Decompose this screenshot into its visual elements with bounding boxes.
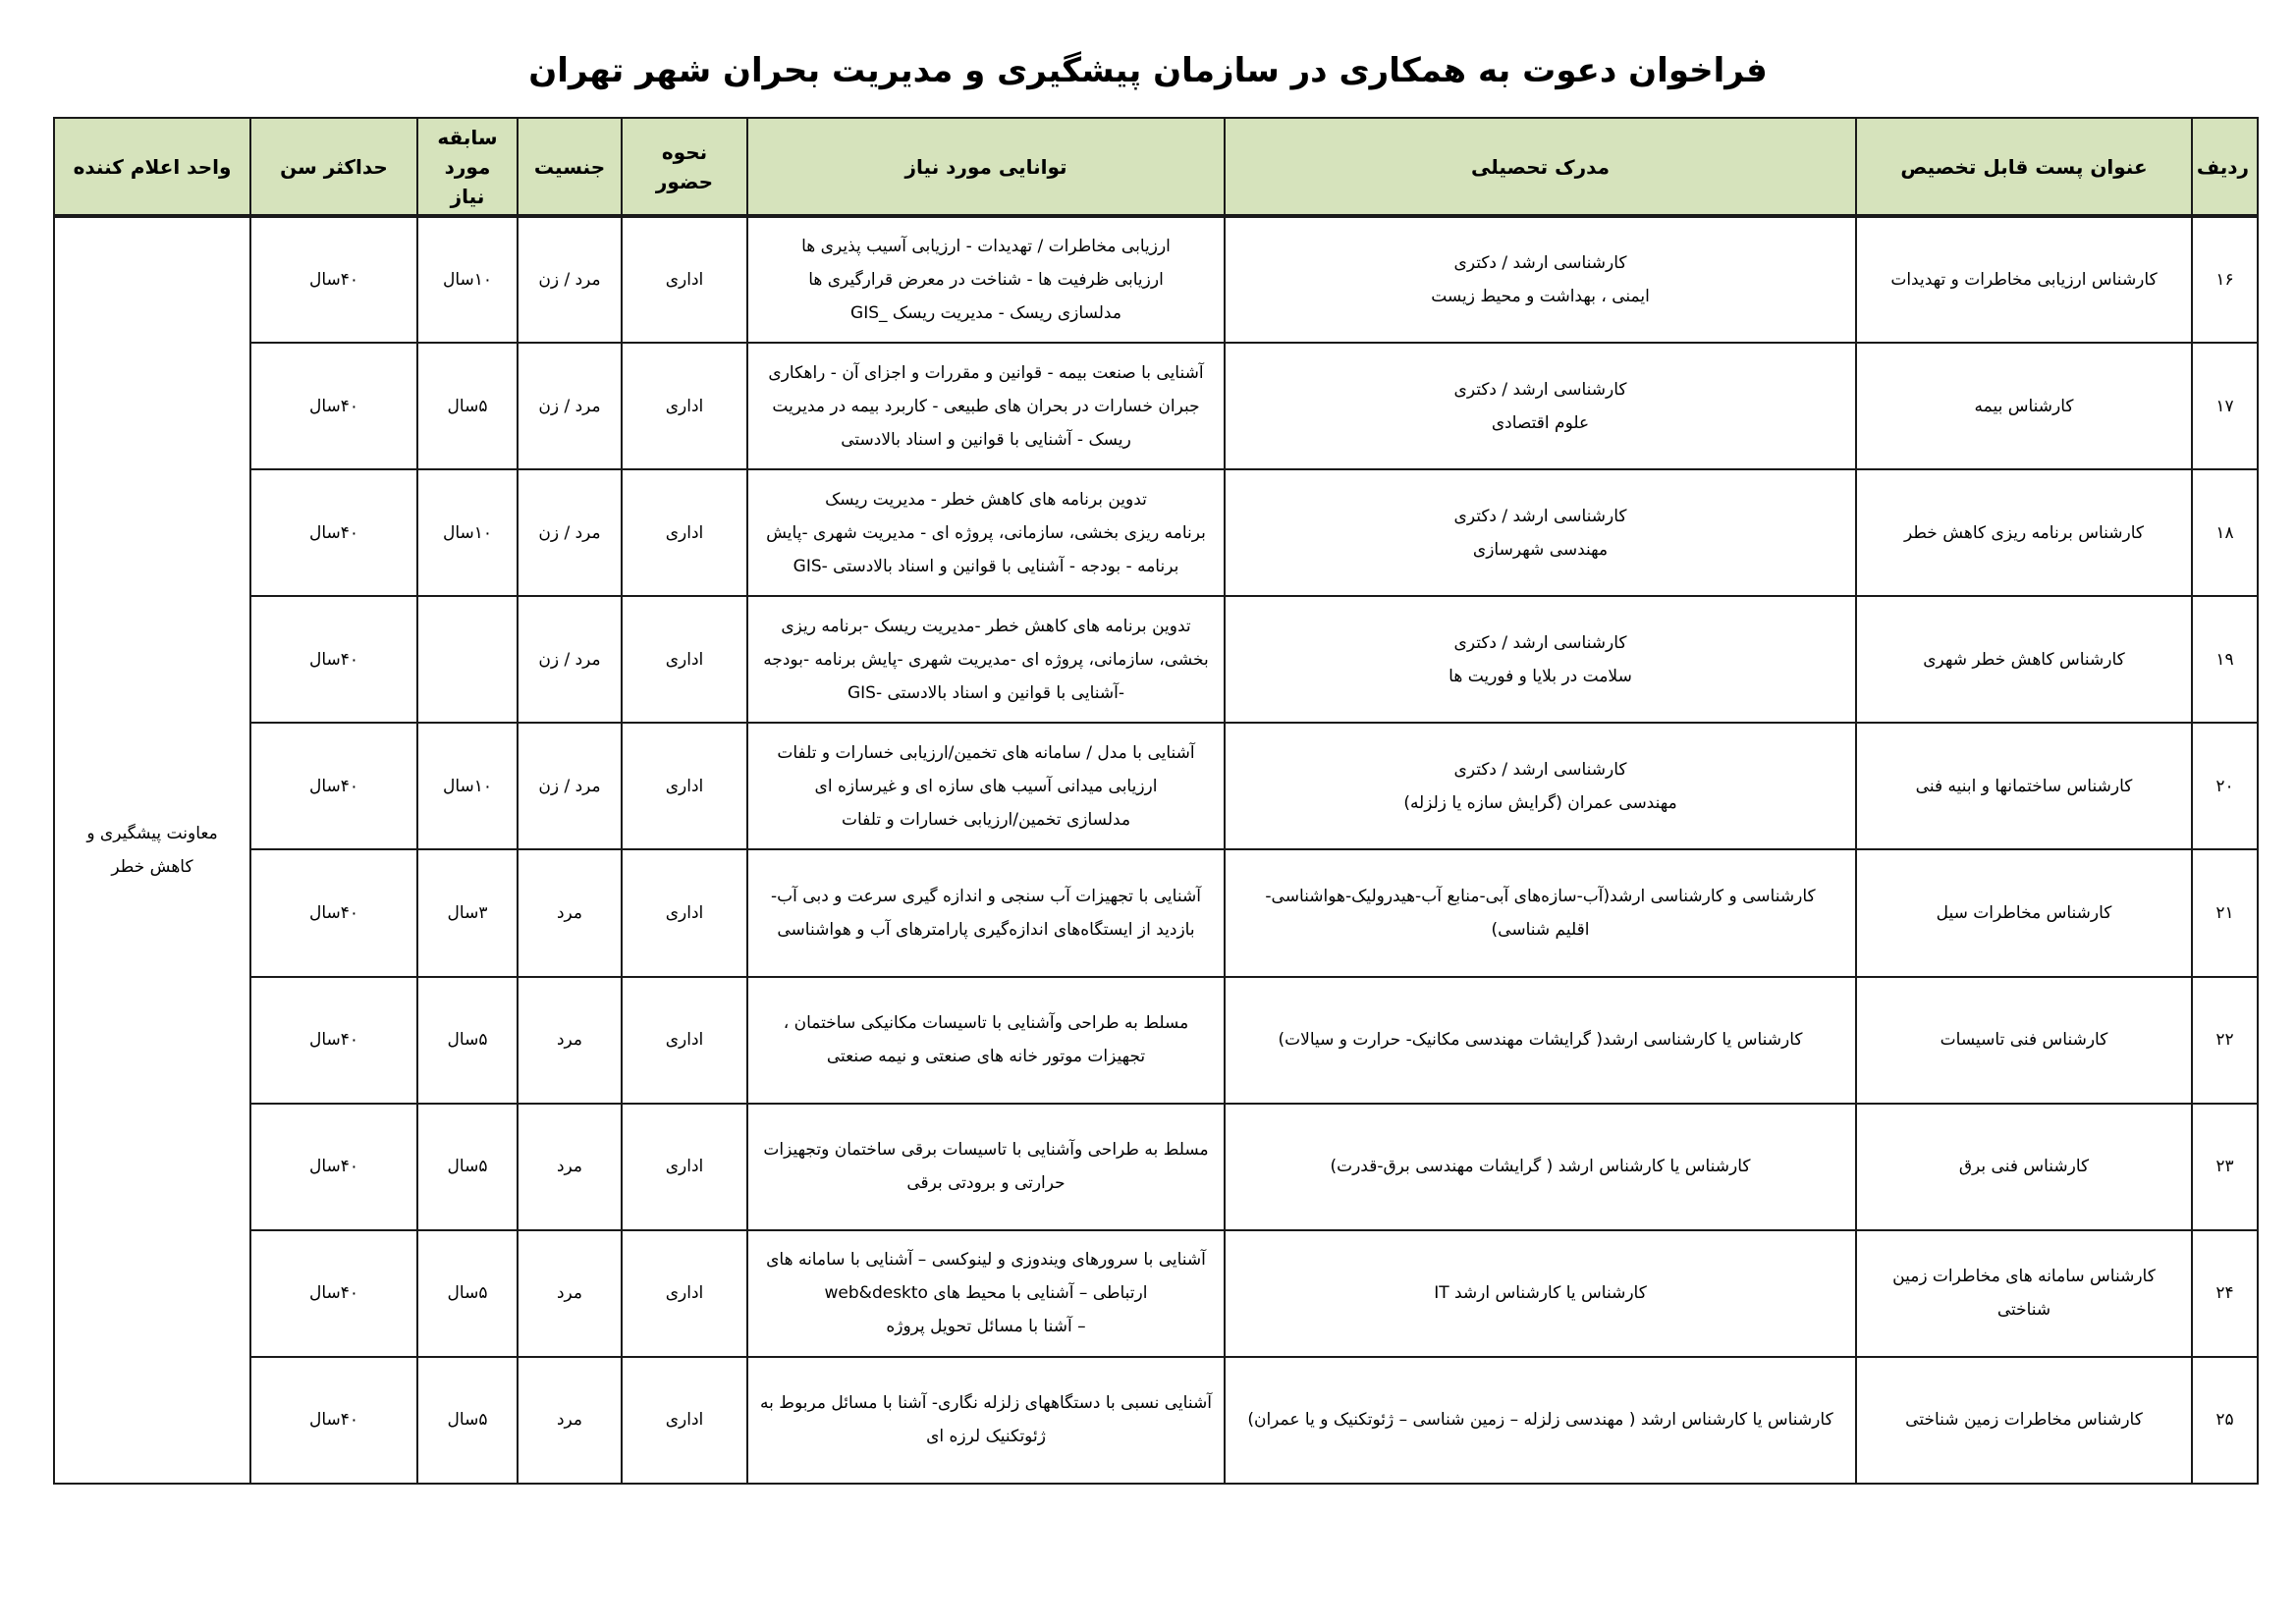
max-age: ۴۰سال: [250, 723, 417, 849]
position-title: کارشناس سامانه های مخاطرات زمین شناختی: [1856, 1230, 2192, 1357]
degree-line: کارشناسی ارشد / دکتری: [1453, 632, 1627, 653]
experience: ۵سال: [417, 1104, 518, 1230]
attendance: اداری: [622, 1104, 747, 1230]
degree-line: کارشناسی و کارشناسی ارشد(آب-سازه‌های آبی-منابع آب-هیدرولیک-هواشناسی-: [1265, 887, 1816, 907]
gender: مرد: [518, 1104, 622, 1230]
position-title: کارشناس فنی تاسیسات: [1856, 977, 2192, 1104]
attendance: اداری: [622, 469, 747, 596]
row-number: ۲۲: [2192, 977, 2258, 1104]
gender: مرد: [518, 1230, 622, 1357]
table-row: [54, 469, 2258, 596]
position-title: کارشناس ساختمانها و ابنیه فنی: [1856, 723, 2192, 849]
header-attendance: نحوه حضور: [622, 118, 747, 216]
experience: ۳سال: [417, 849, 518, 976]
abilities-line: -آشنایی با قوانین و اسناد بالادستی -GIS: [847, 682, 1124, 703]
degree: [1225, 849, 1856, 976]
table-row: [54, 723, 2258, 849]
max-age: ۴۰سال: [250, 1104, 417, 1230]
abilities-line: مسلط به طراحی وآشنایی با تاسیسات مکانیکی ساختمان ،: [783, 1013, 1189, 1034]
abilities-line: بازدید از ایستگاه‌های اندازه‌گیری پارامترهای آب و هواشناسی: [777, 920, 1195, 941]
position-title: کارشناس کاهش خطر شهری: [1856, 596, 2192, 723]
attendance: اداری: [622, 596, 747, 723]
max-age: ۴۰سال: [250, 977, 417, 1104]
table-row: [54, 1357, 2258, 1484]
attendance: اداری: [622, 723, 747, 849]
row-number: ۲۵: [2192, 1357, 2258, 1484]
gender: مرد: [518, 849, 622, 976]
position-title: کارشناس مخاطرات سیل: [1856, 849, 2192, 976]
degree: [1225, 723, 1856, 849]
abilities: [747, 343, 1225, 469]
abilities-line: ارتباطی – آشنایی با محیط های web&deskto: [824, 1283, 1148, 1304]
max-age: ۴۰سال: [250, 849, 417, 976]
abilities-line: آشنایی با تجهیزات آب سنجی و اندازه گیری سرعت و دبی آب-: [771, 887, 1201, 907]
degree-line: ایمنی ، بهداشت و محیط زیست: [1431, 287, 1650, 307]
degree-line: علوم اقتصادی: [1491, 412, 1590, 433]
table-row: [54, 343, 2258, 469]
attendance: اداری: [622, 977, 747, 1104]
abilities: [747, 849, 1225, 976]
gender: مرد / زن: [518, 216, 622, 343]
gender: مرد: [518, 977, 622, 1104]
experience: ۱۰سال: [417, 469, 518, 596]
table-row: [54, 216, 2258, 343]
degree: [1225, 469, 1856, 596]
gender: مرد / زن: [518, 596, 622, 723]
abilities-line: مدلسازی ریسک - مدیریت ریسک _GIS: [850, 303, 1121, 324]
attendance: اداری: [622, 849, 747, 976]
row-number: ۱۹: [2192, 596, 2258, 723]
position-title: کارشناس فنی برق: [1856, 1104, 2192, 1230]
max-age: ۴۰سال: [250, 1357, 417, 1484]
experience: ۵سال: [417, 1357, 518, 1484]
degree-line: کارشناس یا کارشناسی ارشد( گرایشات مهندسی مکانیک- حرارت و سیالات): [1278, 1030, 1803, 1051]
abilities-line: تدوین برنامه های کاهش خطر -مدیریت ریسک -برنامه ریزی: [781, 616, 1191, 636]
experience: ۵سال: [417, 343, 518, 469]
gender: مرد / زن: [518, 343, 622, 469]
announcing-unit: معاونت پیشگیری و کاهش خطر: [54, 216, 250, 1484]
row-number: ۱۷: [2192, 343, 2258, 469]
abilities-line: تدوین برنامه های کاهش خطر - مدیریت ریسک: [825, 489, 1147, 510]
abilities: [747, 216, 1225, 343]
degree: [1225, 977, 1856, 1104]
degree: [1225, 216, 1856, 343]
abilities-line: مدلسازی تخمین/ارزیابی خسارات و تلفات: [841, 809, 1131, 830]
abilities-line: تجهیزات موتور خانه های صنعتی و نیمه صنعتی: [826, 1047, 1146, 1067]
degree-line: کارشناس یا کارشناس ارشد ( گرایشات مهندسی برق-قدرت): [1330, 1157, 1751, 1177]
abilities-line: مسلط به طراحی وآشنایی با تاسیسات برقی ساختمان وتجهیزات: [763, 1140, 1209, 1161]
degree-line: کارشناسی ارشد / دکتری: [1453, 759, 1627, 780]
header-position: عنوان پست قابل تخصیص: [1856, 118, 2192, 216]
table-row: [54, 1104, 2258, 1230]
header-max-age: حداکثر سن: [250, 118, 417, 216]
max-age: ۴۰سال: [250, 343, 417, 469]
abilities: [747, 723, 1225, 849]
abilities-line: ارزیابی مخاطرات / تهدیدات - ارزیابی آسیب پذیری ها: [801, 237, 1171, 257]
position-title: کارشناس برنامه ریزی کاهش خطر: [1856, 469, 2192, 596]
gender: مرد / زن: [518, 469, 622, 596]
degree-line: کارشناس یا کارشناس ارشد IT: [1434, 1283, 1647, 1304]
abilities-line: آشنایی با سرورهای ویندوزی و لینوکسی – آشنایی با سامانه های: [766, 1250, 1206, 1271]
experience: ۵سال: [417, 1230, 518, 1357]
header-experience: سابقه مورد نیاز: [417, 118, 518, 216]
abilities: [747, 1357, 1225, 1484]
gender: مرد: [518, 1357, 622, 1484]
degree-line: سلامت در بلایا و فوریت ها: [1449, 666, 1632, 686]
abilities-line: ارزیابی ظرفیت ها - شناخت در معرض قرارگیری ها: [808, 270, 1164, 291]
abilities-line: – آشنا با مسائل تحویل پروژه: [886, 1317, 1086, 1337]
header-unit: واحد اعلام کننده: [54, 118, 250, 216]
degree: [1225, 596, 1856, 723]
header-row: [54, 118, 2258, 216]
header-gender: جنسیت: [518, 118, 622, 216]
degree: [1225, 1230, 1856, 1357]
abilities-line: جبران خسارات در بحران های طبیعی - کاربرد بیمه در مدیریت: [772, 396, 1200, 416]
header-abilities: توانایی مورد نیاز: [747, 118, 1225, 216]
position-title: کارشناس مخاطرات زمین شناختی: [1856, 1357, 2192, 1484]
table-row: [54, 849, 2258, 976]
degree-line: مهندسی عمران (گرایش سازه یا زلزله): [1403, 792, 1677, 813]
max-age: ۴۰سال: [250, 596, 417, 723]
page-title: فراخوان دعوت به همکاری در سازمان پیشگیری و مدیریت بحران شهر تهران: [528, 51, 1768, 90]
row-number: ۲۰: [2192, 723, 2258, 849]
abilities-line: بخشی، سازمانی، پروژه ای -مدیریت شهری -پایش برنامه -بودجه: [763, 649, 1209, 670]
row-number: ۲۱: [2192, 849, 2258, 976]
header-degree: مدرک تحصیلی: [1225, 118, 1856, 216]
abilities-line: ریسک - آشنایی با قوانین و اسناد بالادستی: [841, 429, 1131, 450]
abilities-line: ژئوتکنیک لرزه ای: [926, 1427, 1046, 1447]
degree-line: اقلیم شناسی): [1491, 920, 1590, 941]
experience: ۵سال: [417, 977, 518, 1104]
abilities-line: برنامه ریزی بخشی، سازمانی، پروژه ای - مدیریت شهری -پایش: [766, 522, 1206, 543]
degree-line: مهندسی شهرسازی: [1472, 539, 1609, 560]
degree: [1225, 1104, 1856, 1230]
experience: ۱۰سال: [417, 723, 518, 849]
row-number: ۱۸: [2192, 469, 2258, 596]
position-title: کارشناس بیمه: [1856, 343, 2192, 469]
abilities-line: حرارتی و برودتی برقی: [906, 1173, 1066, 1194]
experience: [417, 596, 518, 723]
attendance: اداری: [622, 1357, 747, 1484]
attendance: اداری: [622, 343, 747, 469]
table-row: [54, 1230, 2258, 1357]
table-row: [54, 977, 2258, 1104]
attendance: اداری: [622, 216, 747, 343]
degree-line: کارشناس یا کارشناس ارشد ( مهندسی زلزله – زمین شناسی – ژئوتکنیک و یا عمران): [1247, 1410, 1833, 1431]
abilities-line: برنامه - بودجه - آشنایی با قوانین و اسناد بالادستی -GIS: [793, 556, 1179, 576]
abilities: [747, 596, 1225, 723]
abilities: [747, 1230, 1225, 1357]
row-number: ۱۶: [2192, 216, 2258, 343]
max-age: ۴۰سال: [250, 216, 417, 343]
degree-line: کارشناسی ارشد / دکتری: [1453, 379, 1627, 400]
abilities-line: آشنایی با صنعت بیمه - قوانین و مقررات و اجزای آن - راهکاری: [768, 362, 1204, 383]
attendance: اداری: [622, 1230, 747, 1357]
position-title: کارشناس ارزیابی مخاطرات و تهدیدات: [1856, 216, 2192, 343]
row-number: ۲۴: [2192, 1230, 2258, 1357]
degree-line: کارشناسی ارشد / دکتری: [1453, 506, 1627, 526]
abilities-line: آشنایی نسبی با دستگاههای زلزله نگاری- آشنا با مسائل مربوط به: [760, 1393, 1212, 1414]
gender: مرد / زن: [518, 723, 622, 849]
abilities: [747, 977, 1225, 1104]
header-row-no: ردیف: [2192, 118, 2258, 216]
max-age: ۴۰سال: [250, 1230, 417, 1357]
max-age: ۴۰سال: [250, 469, 417, 596]
experience: ۱۰سال: [417, 216, 518, 343]
row-number: ۲۳: [2192, 1104, 2258, 1230]
abilities-line: آشنایی با مدل / سامانه های تخمین/ارزیابی خسارات و تلفات: [777, 742, 1195, 763]
abilities: [747, 1104, 1225, 1230]
abilities: [747, 469, 1225, 596]
degree: [1225, 343, 1856, 469]
abilities-line: ارزیابی میدانی آسیب های سازه ای و غیرسازه ای: [814, 776, 1158, 796]
degree-line: کارشناسی ارشد / دکتری: [1453, 253, 1627, 274]
table-row: [54, 596, 2258, 723]
job-table: [53, 117, 2259, 1485]
degree: [1225, 1357, 1856, 1484]
